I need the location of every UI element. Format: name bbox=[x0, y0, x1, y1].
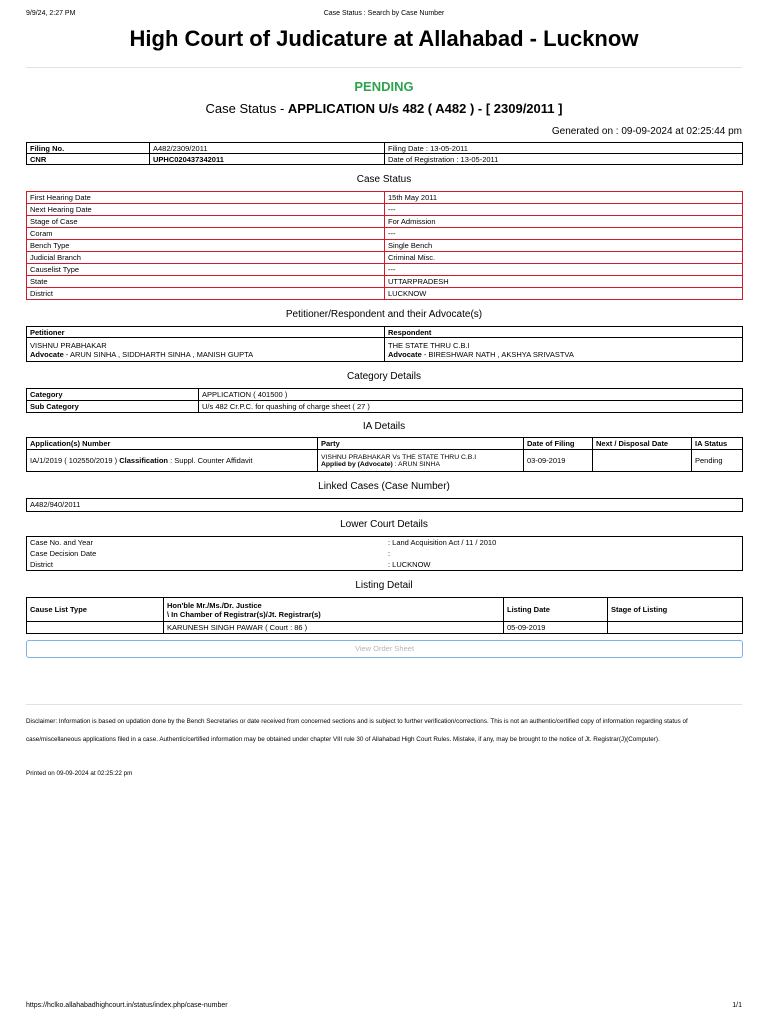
status-value: For Admission bbox=[385, 216, 743, 228]
ia-header-number: Application(s) Number bbox=[27, 438, 318, 450]
case-status-title: Case Status bbox=[356, 174, 412, 185]
status-value: --- bbox=[385, 204, 743, 216]
title-divider bbox=[26, 67, 742, 68]
status-label: Judicial Branch bbox=[27, 252, 385, 264]
case-status-table bbox=[26, 191, 743, 300]
table-row bbox=[27, 450, 743, 472]
table-row bbox=[27, 288, 743, 300]
table-row bbox=[27, 389, 743, 401]
listing-judge: KARUNESH SINGH PAWAR ( Court : 86 ) bbox=[164, 622, 504, 634]
lower-court-box bbox=[26, 536, 743, 571]
ia-title: IA Details bbox=[362, 421, 406, 432]
view-order-sheet-button[interactable]: View Order Sheet bbox=[26, 640, 743, 658]
lower-court-table bbox=[27, 537, 742, 570]
listing-title: Listing Detail bbox=[355, 580, 413, 591]
sub-category-value: U/s 482 Cr.P.C. for quashing of charge sheet ( 27 ) bbox=[199, 401, 743, 413]
case-heading-case: APPLICATION U/s 482 ( A482 ) - [ 2309/2011 ] bbox=[287, 101, 563, 116]
listing-header-stage: Stage of Listing bbox=[608, 598, 743, 622]
ia-header-filing-date: Date of Filing bbox=[524, 438, 593, 450]
ia-header-next-date: Next / Disposal Date bbox=[593, 438, 692, 450]
lower-court-label: District bbox=[30, 560, 53, 569]
status-value: 15th May 2011 bbox=[385, 192, 743, 204]
lower-court-title: Lower Court Details bbox=[340, 519, 428, 530]
lower-court-value: : LUCKNOW bbox=[388, 560, 431, 569]
table-row bbox=[27, 154, 743, 165]
table-row bbox=[27, 548, 742, 559]
petitioner-header: Petitioner bbox=[27, 327, 385, 338]
filing-no-value: A482/2309/2011 bbox=[150, 143, 385, 154]
print-header bbox=[26, 10, 742, 22]
status-value: --- bbox=[385, 264, 743, 276]
status-value: --- bbox=[385, 228, 743, 240]
cnr-label: CNR bbox=[27, 154, 150, 165]
case-status-badge: PENDING bbox=[354, 79, 414, 94]
case-heading bbox=[0, 101, 768, 116]
ia-status: Pending bbox=[692, 450, 743, 472]
status-label: District bbox=[27, 288, 385, 300]
petitioner-advocates: Advocate - ARUN SINHA , SIDDHARTH SINHA , MANISH GUPTA bbox=[30, 349, 254, 359]
disclaimer-divider bbox=[26, 704, 742, 705]
table-row bbox=[27, 401, 743, 413]
parties-title: Petitioner/Respondent and their Advocate(s) bbox=[285, 309, 483, 320]
parties-table bbox=[26, 326, 743, 362]
status-label: Bench Type bbox=[27, 240, 385, 252]
table-row bbox=[27, 622, 743, 634]
print-page-title: Case Status : Search by Case Number bbox=[323, 10, 445, 17]
table-row bbox=[27, 338, 743, 362]
petitioner-name: VISHNU PRABHAKAR bbox=[30, 340, 107, 350]
respondent-header: Respondent bbox=[385, 327, 743, 338]
lower-court-value: : Land Acquisition Act / 11 / 2010 bbox=[388, 538, 497, 547]
ia-table bbox=[26, 437, 743, 472]
status-label: First Hearing Date bbox=[27, 192, 385, 204]
table-row bbox=[27, 327, 743, 338]
lower-court-label: Case Decision Date bbox=[30, 549, 97, 558]
case-heading-prefix: Case Status - bbox=[205, 101, 288, 116]
printed-on: Printed on 09-09-2024 at 02:25:22 pm bbox=[26, 770, 133, 777]
linked-cases-title: Linked Cases (Case Number) bbox=[318, 481, 450, 492]
listing-header-date: Listing Date bbox=[504, 598, 608, 622]
status-value: LUCKNOW bbox=[385, 288, 743, 300]
lower-court-label: Case No. and Year bbox=[30, 538, 93, 547]
ia-date-of-filing: 03-09-2019 bbox=[524, 450, 593, 472]
table-row bbox=[27, 276, 743, 288]
filing-no-label: Filing No. bbox=[27, 143, 150, 154]
linked-case-number: A482/940/2011 bbox=[26, 498, 743, 512]
status-label: Coram bbox=[27, 228, 385, 240]
listing-cause-list bbox=[27, 622, 164, 634]
listing-header-judge: Hon'ble Mr./Ms./Dr. Justice \ In Chamber of Registrar(s)/Jt. Registrar(s) bbox=[164, 598, 504, 622]
footer-page-number: 1/1 bbox=[732, 1002, 742, 1009]
table-row bbox=[27, 264, 743, 276]
disclaimer-text: Disclaimer: Information is based on updation done by the Bench Secretaries or date received from concerned sections and is subject to further verification/corrections. This is not an authentic/certified copy of information regarding status of case/miscellaneous applications filed in a case. Authentic/certified information may be obtained under chapter VIII rule 30 of Allahabad High Court Rules. Mistake, if any, may be brought to the notice of Jt. Registrar(J)(Computer). bbox=[26, 718, 688, 743]
listing-date: 05-09-2019 bbox=[504, 622, 608, 634]
filing-date: Filing Date : 13-05-2011 bbox=[385, 143, 743, 154]
print-footer bbox=[26, 1002, 742, 1009]
status-value: UTTARPRADESH bbox=[385, 276, 743, 288]
table-row bbox=[27, 204, 743, 216]
ia-header-status: IA Status bbox=[692, 438, 743, 450]
table-row bbox=[27, 537, 742, 548]
status-value: Criminal Misc. bbox=[385, 252, 743, 264]
listing-table bbox=[26, 597, 743, 634]
respondent-advocates: Advocate - BIRESHWAR NATH , AKSHYA SRIVASTVA bbox=[388, 349, 574, 359]
respondent-name: THE STATE THRU C.B.I bbox=[388, 340, 470, 350]
status-label: Causelist Type bbox=[27, 264, 385, 276]
listing-header-cause-list: Cause List Type bbox=[27, 598, 164, 622]
category-title: Category Details bbox=[347, 371, 421, 382]
status-value: Single Bench bbox=[385, 240, 743, 252]
ia-next-date bbox=[593, 450, 692, 472]
table-row bbox=[27, 252, 743, 264]
status-label: State bbox=[27, 276, 385, 288]
table-row bbox=[27, 438, 743, 450]
filing-table bbox=[26, 142, 743, 165]
table-row bbox=[27, 240, 743, 252]
category-table bbox=[26, 388, 743, 413]
registration-date: Date of Registration : 13-05-2011 bbox=[385, 154, 743, 165]
generated-on: Generated on : 09-09-2024 at 02:25:44 pm bbox=[551, 126, 742, 137]
print-datetime: 9/9/24, 2:27 PM bbox=[26, 10, 76, 17]
listing-stage bbox=[608, 622, 743, 634]
respondent-cell bbox=[385, 338, 743, 362]
table-row bbox=[27, 559, 742, 570]
table-row bbox=[27, 598, 743, 622]
cnr-value: UPHC020437342011 bbox=[150, 154, 385, 165]
table-row bbox=[27, 228, 743, 240]
ia-number: IA/1/2019 ( 102550/2019 ) Classification : Suppl. Counter Affidavit bbox=[27, 450, 318, 472]
ia-header-party: Party bbox=[318, 438, 524, 450]
court-title: High Court of Judicature at Allahabad - Lucknow bbox=[129, 26, 639, 51]
status-label: Next Hearing Date bbox=[27, 204, 385, 216]
petitioner-cell bbox=[27, 338, 385, 362]
lower-court-value: : bbox=[388, 549, 391, 558]
table-row bbox=[27, 143, 743, 154]
sub-category-label: Sub Category bbox=[27, 401, 199, 413]
footer-url: https://hclko.allahabadhighcourt.in/status/index.php/case-number bbox=[26, 1002, 228, 1009]
category-value: APPLICATION ( 401500 ) bbox=[199, 389, 743, 401]
status-label: Stage of Case bbox=[27, 216, 385, 228]
table-row bbox=[27, 216, 743, 228]
category-label: Category bbox=[27, 389, 199, 401]
table-row bbox=[27, 192, 743, 204]
ia-party: VISHNU PRABHAKAR Vs THE STATE THRU C.B.I Applied by (Advocate) : ARUN SINHA bbox=[318, 450, 524, 472]
